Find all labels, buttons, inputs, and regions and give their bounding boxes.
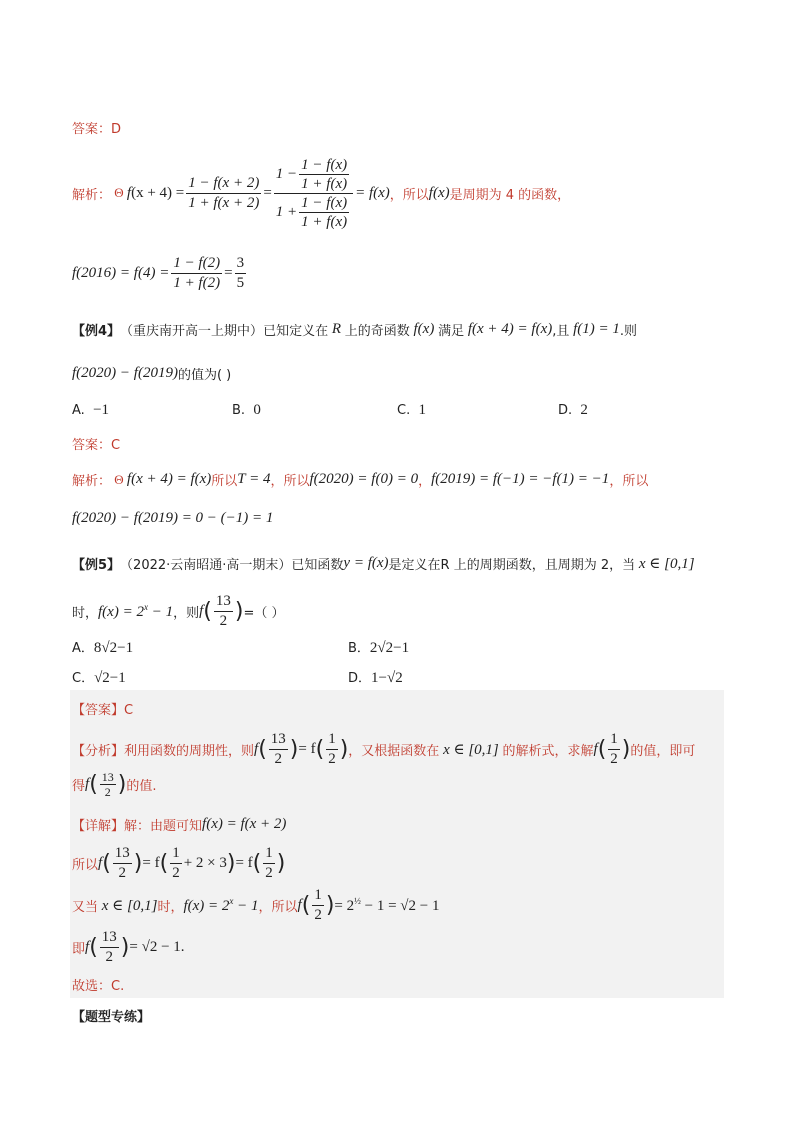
ex4-stem-a: 已知定义在 — [263, 324, 329, 339]
ex3-analysis: 解析： Θ f (x + 4) = $\frac{1 - f(x + 2)}{1 + f(x + 2)}$ = 1 − $\frac{1 - f(x)}{1 + f(x)}$ 1 + $\frac{1 - f(x)}{1 + f(x)}$ = f(x) ，所以 f(x) 是周期为 4 的函数， — [72, 156, 571, 230]
ex3-f2016: f(2016) = f(4) = $\frac{1 - f(2)}{1 + f(2)}$ = $\frac{3}{5}$ — [72, 255, 245, 291]
ex3-analysis-tail: ，所以 — [389, 187, 429, 203]
ex5-detail-tag: 【详解】 — [72, 819, 125, 834]
ex5-analysis-f: 的值. — [126, 779, 157, 794]
ex4-stem-f: 的值为( ) — [177, 368, 232, 383]
ex5-analysis-c: 的解析式，求解 — [502, 744, 594, 759]
ex4-tag: 【例4】 — [72, 324, 121, 339]
ex5-stem-b: 是定义在R 上的周期函数，且周期为 2，当 — [388, 558, 636, 573]
ex4-stem-b: 上的奇函数 — [344, 324, 410, 339]
ex5-analysis-d: 的值，即可 — [630, 744, 696, 759]
ex5-option-d: D．1−√2 — [348, 670, 403, 686]
ex5-analysis-a: 利用函数的周期性，则 — [124, 744, 255, 759]
ex4-analysis-a: 所以 — [211, 474, 238, 489]
ex3-analysis-label: 解析： — [72, 187, 112, 203]
ex5-analysis-tag: 【分析】 — [72, 744, 125, 759]
ex5-line2: 所以 — [72, 858, 99, 873]
ex5-option-c: C．√2−1 — [72, 670, 126, 686]
ex5-source: （2022·云南昭通·高一期末） — [120, 558, 292, 573]
ex4-stem-line1: 【例4】 （重庆南开高一上期中） 已知定义在 R 上的奇函数 f(x) 满足 f(x + 4) = f(x) ,且 f(1) = 1 .则 — [72, 321, 638, 339]
ex5-line3-a: 又当 — [72, 900, 99, 915]
ex5-answer-value: C — [124, 703, 134, 718]
ex4-stem-e: .则 — [619, 324, 638, 339]
ex3-answer: 答案：D — [72, 122, 122, 137]
ex5-option-a: A．8√2−1 — [72, 640, 134, 656]
ex4-analysis-b: ，所以 — [270, 474, 310, 489]
ex5-stem-line2: 时， $f(x) = 2^x - 1$ ，则 f ( $\frac{13}{2}$ ) =（ ） — [72, 593, 285, 629]
ex5-detail-line1: 【详解】 解：由题可知 f(x) = f(x + 2) — [72, 816, 287, 834]
ex5-analysis-e: 得 — [72, 779, 86, 794]
ex5-detail-line4: 即 f ( $\frac{13}{2}$ ) = √2 − 1. — [72, 929, 185, 965]
ex4-analysis-line2: f(2020) − f(2019) = 0 − (−1) = 1 — [72, 510, 274, 526]
ex5-answer-tag: 【答案】 — [72, 703, 125, 718]
ex4-option-d: D. 2 — [558, 402, 588, 418]
ex5-answer — [72, 699, 133, 718]
ex5-detail-a: 解：由题可知 — [124, 819, 203, 834]
section-heading: 【题型专练】 — [72, 1010, 151, 1025]
ex4-answer: 答案：C — [72, 438, 121, 453]
ex4-stem-line2: f(2020) − f(2019) 的值为( ) — [72, 365, 232, 383]
ex5-analysis-line2: 得 f ( $\frac{13}{2}$ ) 的值. — [72, 770, 157, 799]
ex5-stem-c: 时， — [72, 606, 99, 621]
ex5-stem-line1: 【例5】 （2022·云南昭通·高一期末） 已知函数 y = f(x) 是定义在R 上的周期函数，且周期为 2，当 x ∈ [0,1] — [72, 555, 695, 573]
ex5-line4: 即 — [72, 942, 86, 957]
ex5-final: 故选：C. — [72, 979, 125, 994]
ex5-stem-d: ，则 — [173, 606, 200, 621]
ex4-analysis-c: ，所以 — [609, 474, 649, 489]
ex5-stem-a: 已知函数 — [291, 558, 344, 573]
ex4-stem-c: 满足 — [438, 324, 465, 339]
ex5-option-b: B．2√2−1 — [348, 640, 410, 656]
ex3-analysis-tail2: 是周期为 4 的函数， — [449, 187, 571, 203]
ex5-analysis-line1: 【分析】 利用函数的周期性，则 f ( $\frac{13}{2}$ ) = f ( $\frac{1}{2}$ ) ，又根据函数在 x ∈ [0,1] 的解析式，求解 f ( $\frac{1}{2}$ ) 的值，即可 — [72, 731, 696, 767]
ex4-analysis-line1: 解析： Θ f(x + 4) = f(x) 所以 T = 4 ，所以 f(2020) = f(0) = 0 ， f(2019) = f(−1) = −f(1) = −1 ，所以 — [72, 471, 649, 489]
ex5-detail-line3: 又当 x ∈ [0,1] 时， $f(x) = 2^x - 1$ ，所以 f ( $\frac{1}{2}$ ) = $2^{\frac{1}{2}} - 1 = √2 - 1$ — [72, 887, 440, 923]
ex5-analysis-b: ，又根据函数在 — [348, 744, 440, 759]
ex5-tag: 【例5】 — [72, 558, 121, 573]
ex5-detail-line2: 所以 f ( $\frac{13}{2}$ ) = f ( $\frac{1}{2}$ + 2 × 3 ) = f ( $\frac{1}{2}$ ) — [72, 845, 286, 881]
ex4-stem-d: ,且 — [552, 324, 570, 339]
ex4-source: （重庆南开高一上期中） — [120, 324, 264, 339]
ex4-option-a: A. −1 — [72, 402, 110, 418]
ex4-option-c: C. 1 — [397, 402, 426, 418]
ex5-line3-b: 时， — [157, 900, 184, 915]
ex4-option-b: B. 0 — [232, 402, 261, 418]
ex5-line3-c: ，所以 — [258, 900, 298, 915]
ex5-stem-e: =（ ） — [243, 606, 285, 621]
ex4-analysis-label: 解析： — [72, 474, 112, 489]
